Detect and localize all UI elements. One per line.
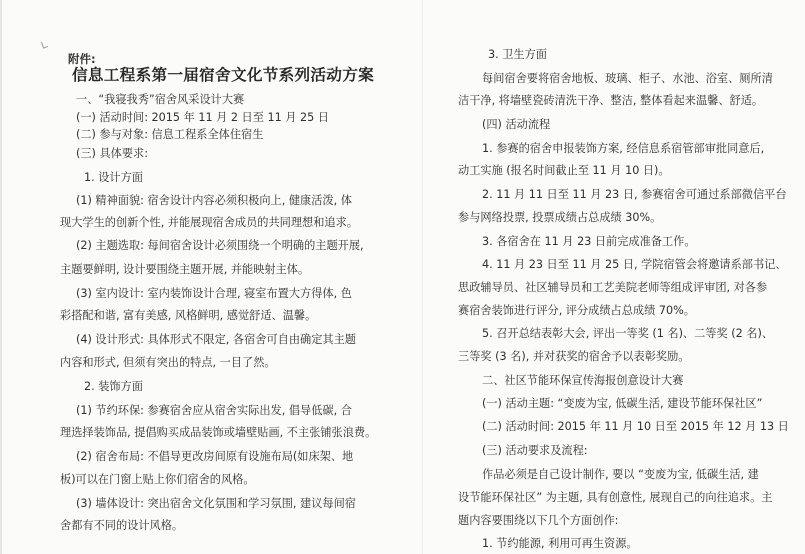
text-line: 作品必须是自己设计制作, 要以 “变废为宝, 低碳生活, 建 [482, 468, 759, 481]
left-column [60, 0, 393, 554]
right-column [458, 0, 795, 554]
subsection-heading: 1. 设计方面 [84, 171, 143, 184]
text-line: 主题要鲜明, 设计要围绕主题开展, 并能映射主体。 [60, 263, 310, 276]
page-fold-line [422, 0, 423, 554]
text-line: (2) 主题选取: 每间宿舍设计必须围绕一个明确的主题开展, [76, 239, 364, 252]
text-line: (一) 活动主题: “变废为宝, 低碳生活, 建设节能环保社区” [482, 397, 763, 410]
text-line: 理选择装饰品, 提倡购买成品装饰或墙壁贴画, 不主张铺张浪费。 [60, 426, 377, 439]
scan-mark [41, 40, 48, 48]
text-line: 5. 召开总结表彰大会, 评出一等奖 (1 名)、二等奖 (2 名)、 [482, 327, 774, 340]
text-line: 1. 参赛的宿舍申报装饰方案, 经信息系宿管部审批同意后, [482, 142, 765, 155]
text-line: 舍都有不同的设计风格。 [60, 519, 184, 532]
text-line: 2. 11 月 11 日至 11 月 23 日, 参赛宿舍可通过系部微信平台 [482, 188, 787, 201]
text-line: 彩搭配和谐, 富有美感, 风格鲜明, 感觉舒适、温馨。 [60, 309, 317, 322]
text-line: (3) 室内设计: 室内装饰设计合理, 寝室布置大方得体, 色 [76, 287, 352, 300]
text-line: 赛宿舍装饰进行评分, 评分成绩占总成绩 70%。 [458, 304, 695, 317]
text-line: 4. 11 月 23 日至 11 月 25 日, 学院宿管会将邀请系部书记、 [482, 258, 787, 271]
text-line: 内容和形式, 但须有突出的特点, 一目了然。 [60, 356, 276, 369]
text-line: 动工实施 (报名时间截止至 11 月 10 日)。 [458, 164, 670, 177]
text-line: 思政辅导员、社区辅导员和工艺美院老师等组成评审团, 对各参 [458, 281, 768, 294]
attachment-label: 附件: [68, 52, 96, 66]
section-heading: 二、社区节能环保宣传海报创意设计大赛 [482, 374, 684, 387]
text-line: (3) 墙体设计: 突出宿舍文化氛围和学习氛围, 建议每间宿 [76, 497, 356, 510]
text-line: 每间宿舍要将宿舍地板、玻璃、柜子、水池、浴室、厕所清 [482, 72, 773, 85]
text-line: (四) 活动流程 [482, 118, 551, 131]
text-line: (1) 精神面貌: 宿舍设计内容必须积极向上, 健康活泼, 体 [76, 194, 352, 207]
text-line: (二) 活动时间: 2015 年 11 月 10 日至 2015 年 12 月 13 日 [482, 420, 789, 433]
subsection-heading: 2. 装饰方面 [84, 380, 143, 393]
subsection-heading: 3. 卫生方面 [488, 48, 547, 61]
text-line: 1. 节约能源, 利用可再生资源。 [482, 537, 638, 550]
text-line: 洁干净, 将墙壁瓷砖清洗干净、整洁, 整体看起来温馨、舒适。 [458, 94, 764, 107]
document-title: 信息工程系第一届宿舍文化节系列活动方案 [72, 66, 374, 84]
text-line: (三) 活动要求及流程: [482, 444, 588, 457]
text-line: 设节能环保社区” 为主题, 具有创意性, 展现自己的向往追求。主 [458, 491, 773, 504]
text-line: (4) 设计形式: 具体形式不限定, 各宿舍可自由确定其主题 [76, 333, 356, 346]
text-line: (1) 节约环保: 参赛宿舍应从宿舍实际出发, 倡导低碳, 合 [76, 404, 352, 417]
text-line: (二) 参与对象: 信息工程系全体住宿生 [76, 128, 264, 141]
text-line: 板)可以在门窗上贴上你们宿舍的风格。 [60, 473, 255, 486]
text-line: 参与网络投票, 投票成绩占总成绩 30%。 [458, 211, 662, 224]
section-heading: 一、“我寝我秀”宿舍风采设计大赛 [76, 93, 245, 106]
text-line: 题内容要围绕以下几个方面创作: [458, 514, 619, 527]
text-line: (一) 活动时间: 2015 年 11 月 2 日至 11 月 25 日 [76, 111, 329, 124]
text-line: 3. 各宿舍在 11 月 23 日前完成准备工作。 [482, 235, 696, 248]
text-line: (三) 具体要求: [76, 147, 148, 160]
text-line: 现大学生的创新个性, 并能展现宿舍成员的共同理想和追求。 [60, 216, 358, 229]
text-line: (2) 宿舍布局: 不倡导更改房间原有设施布局(如床架、地 [76, 450, 354, 463]
text-line: 三等奖 (3 名), 并对获奖的宿舍予以表彰奖励。 [458, 350, 690, 363]
